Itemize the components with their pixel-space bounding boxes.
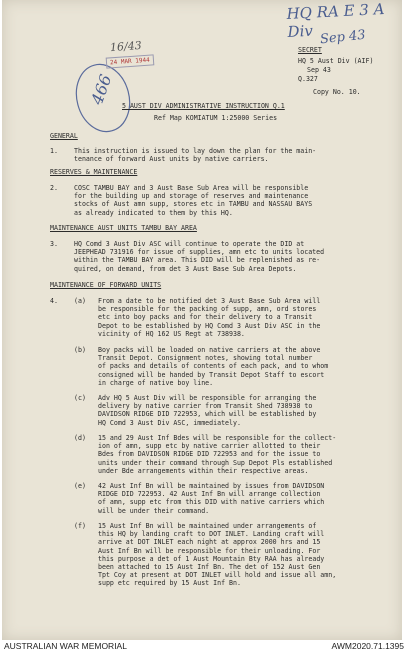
sub-d [98, 434, 336, 475]
handwritten-file-number: 16/43 [109, 38, 143, 55]
sub-c-line: delivery by native carrier from Transit Shed 738938 to [98, 402, 313, 411]
sub-a-line: etc into boy packs and for their delivery to a Transit [98, 313, 313, 322]
sub-f-line: arrive at DOT INLET each night at approx 2000 hrs and 15 [98, 538, 321, 547]
para-2 [74, 184, 312, 217]
sub-c-label: (c) [74, 394, 86, 402]
sub-f-line: this purpose a det of 1 Aust Mountain Bty RAA has already [98, 554, 325, 563]
sub-f-label: (f) [74, 522, 86, 530]
para-2-line: stocks of Aust amn supp, stores etc in TAMBU and NASSAU BAYS [74, 200, 313, 209]
sub-f-line: supp etc required by 15 Aust Inf Bn. [98, 579, 241, 588]
header-date: Sep 43 [307, 66, 331, 74]
received-stamp [106, 54, 154, 68]
para-2-line: as already indicated to them by this HQ. [74, 208, 233, 217]
sub-e [98, 482, 324, 515]
sub-c [98, 394, 316, 427]
sub-d-line: 15 and 29 Aust Inf Bdes will be responsible for the collect- [98, 434, 337, 442]
sub-e-label: (e) [74, 482, 86, 490]
para-2-line: COSC TAMBU BAY and 3 Aust Base Sub Area will be responsible [74, 184, 309, 192]
document-page [2, 0, 402, 640]
para-1-line: This instruction is issued to lay down the plan for the main- [74, 147, 317, 155]
para-3-line: JEEPHEAD 731916 for issue of supplies, amn etc to units located [74, 248, 325, 257]
sub-b-label: (b) [74, 346, 86, 354]
sub-c-line: Adv HQ 5 Aust Div will be responsible for arranging the [98, 394, 317, 402]
sub-d-line: under Bde arrangements within their respective areas. [98, 466, 309, 475]
para-3-line: HQ Comd 3 Aust Div ASC will continue to operate the DID at [74, 240, 305, 248]
sub-d-line: ion of amn, supp etc by native carrier allotted to their [98, 442, 321, 451]
sub-a-line: Depot to be established by HQ Comd 3 Aust Div ASC in the [98, 321, 321, 330]
sub-a [98, 297, 320, 338]
section-general: GENERAL [50, 132, 78, 140]
sub-f [98, 522, 336, 588]
para-1-line: tenance of forward Aust units by native carriers. [74, 155, 269, 164]
handwritten-top-right: HQ RA E 3 A Div [286, 0, 385, 41]
sub-b-line: Transit Depot. Consignment notes, showing total number [98, 354, 313, 363]
footer-accession: AWM2020.71.1395 [331, 641, 404, 651]
sub-b-line: in charge of native boy line. [98, 378, 214, 387]
sub-d-line: Bdes from DAVIDSON RIDGE DID 722953 and for the issue to [98, 450, 321, 459]
sub-f-line: Tpt Coy at present at DOT INLET will hold and issue all amn, [98, 571, 337, 580]
sub-a-line: be responsible for the packing of supp, amn, ord stores [98, 305, 317, 314]
stamp-date: 24 MAR 1944 [109, 56, 150, 67]
para-3 [74, 240, 324, 273]
handwritten-date: Sep 43 [319, 27, 367, 48]
section-maint-forward: MAINTENANCE OF FORWARD UNITS [50, 281, 162, 289]
sub-f-line: 15 Aust Inf Bn will be maintained under arrangements of [98, 522, 317, 530]
sub-e-line: 42 Aust Inf Bn will be maintained by issues from DAVIDSON [98, 482, 325, 490]
secret-label: SECRET [298, 46, 322, 54]
para-3-line: quired, on demand, from det 3 Aust Base Sub Area Depots. [74, 264, 297, 273]
footer-institution: AUSTRALIAN WAR MEMORIAL [4, 641, 127, 651]
sub-d-label: (d) [74, 434, 86, 442]
header-ref: Q.327 [298, 75, 318, 83]
para-1 [74, 147, 316, 163]
sub-b-line: Boy packs will be loaded on native carriers at the above [98, 346, 321, 354]
sub-e-line: of amn, supp etc from this DID with native carriers which [98, 498, 325, 507]
sub-a-label: (a) [74, 297, 86, 305]
sub-f-line: been attached to 15 Aust Inf Bn. The det of 152 Aust Gen [98, 563, 321, 572]
para-1-number: 1. [50, 147, 58, 155]
sub-f-line: this HQ by landing craft to DOT INLET. Landing craft will [98, 530, 325, 539]
sub-a-line: From a date to be notified det 3 Aust Base Sub Area will [98, 297, 321, 305]
para-3-number: 3. [50, 240, 58, 248]
handwritten-circle-number: 466 [87, 71, 116, 108]
sub-b-line: of packs and details of contents of each pack, and to whom [98, 362, 329, 371]
sub-e-line: will be under their command. [98, 506, 210, 515]
para-3-line: within the TAMBU BAY area. This DID will be replenished as re- [74, 256, 321, 265]
sub-b [98, 346, 328, 387]
para-4-number: 4. [50, 297, 58, 305]
section-reserves: RESERVES & MAINTENANCE [50, 168, 138, 176]
sub-f-line: Aust Inf Bn will be responsible for their unloading. For [98, 546, 321, 555]
copy-number: Copy No. 10. [313, 88, 361, 96]
sub-c-line: HQ Comd 3 Aust Div ASC, immediately. [98, 418, 241, 427]
ink-circle [72, 58, 134, 138]
sub-a-line: vicinity of HQ 162 US Regt at 738938. [98, 329, 245, 338]
para-2-number: 2. [50, 184, 58, 192]
hq-line: HQ 5 Aust Div (AIF) [298, 57, 374, 65]
document-title: 5 AUST DIV ADMINISTRATIVE INSTRUCTION Q.1 [122, 102, 285, 110]
archive-footer [0, 640, 410, 653]
sub-c-line: DAVIDSON RIDGE DID 722953, which will be established by [98, 410, 317, 419]
para-2-line: for the building up and storage of reserves and maintenance [74, 192, 309, 201]
sub-b-line: consigned will be handed by Transit Depot Staff to escort [98, 370, 325, 379]
sub-e-line: RIDGE DID 722953. 42 Aust Inf Bn will arrange collection [98, 490, 321, 499]
sub-d-line: units under their command through Sup Depot Pls established [98, 458, 333, 467]
section-maint-units: MAINTENANCE AUST UNITS TAMBU BAY AREA [50, 224, 197, 232]
ref-map: Ref Map KOMIATUM 1:25000 Series [154, 114, 278, 122]
